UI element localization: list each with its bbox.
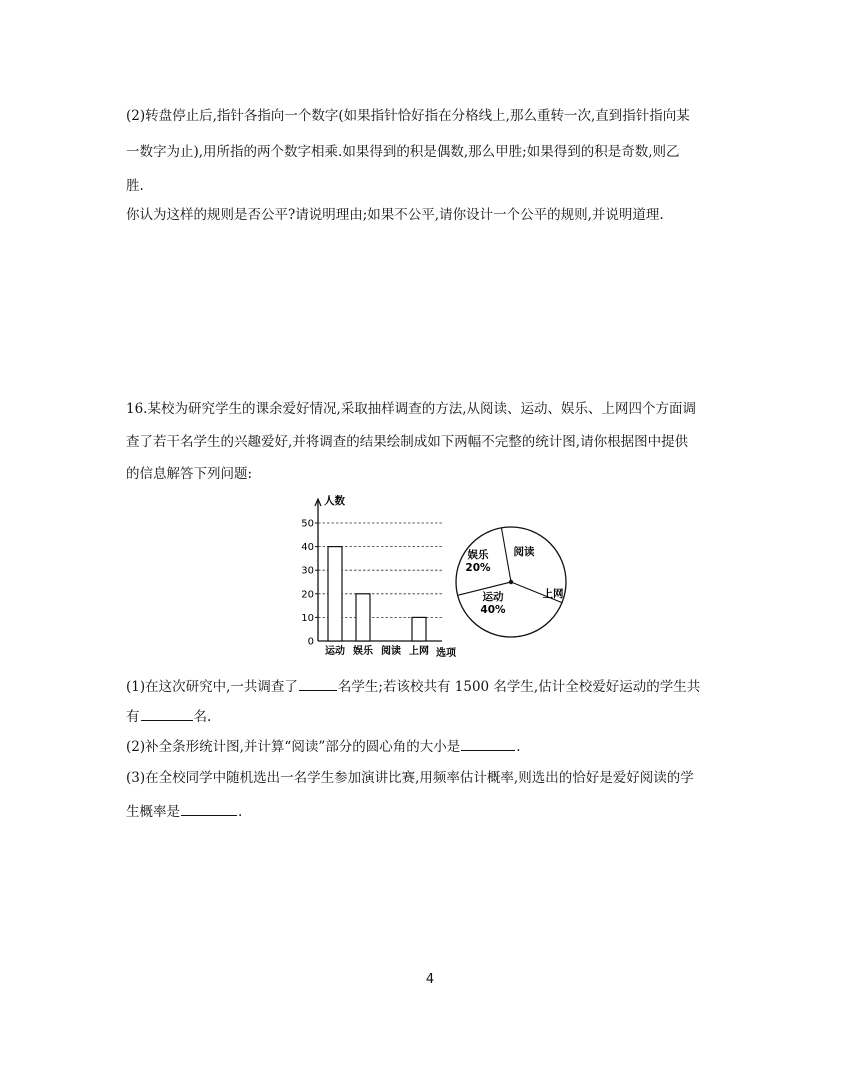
y-tick-label: 20 (301, 589, 314, 601)
x-tick-label: 运动 (325, 646, 345, 657)
q16-part2-text-b: . (516, 739, 521, 755)
q15-text-line-1: (2)转盘停止后,指针各指向一个数字(如果指针恰好指在分格线上,那么重转一次,直到指针指向某 (126, 108, 690, 124)
page-number: 4 (425, 972, 435, 987)
pie-label-阅读: 阅读 (513, 546, 535, 558)
answer-blank-probability[interactable] (181, 801, 237, 816)
q16-text-line-1: 16.某校为研究学生的课余爱好情况,采取抽样调查的方法,从阅读、运动、娱乐、上网四个方面调 (126, 401, 697, 417)
q16-part3-text-b: 生概率是 (126, 804, 180, 820)
q16-part1-text-c: 有 (126, 709, 140, 725)
pie-percent-娱乐: 20% (465, 562, 491, 574)
charts-svg (292, 490, 582, 660)
bar-chart (301, 494, 457, 659)
q16-part2-text-a: (2)补全条形统计图,并计算“阅读”部分的圆心角的大小是 (126, 739, 461, 755)
q16-part1-text-d: 名. (193, 709, 212, 725)
q16-part1-line-2 (126, 706, 746, 727)
q16-part1-line-1 (126, 676, 746, 697)
bar-运动 (328, 547, 342, 641)
pie-percent-运动: 40% (480, 604, 506, 616)
q16-part3-text-c: . (238, 804, 243, 820)
answer-blank-sports[interactable] (141, 706, 193, 721)
q16-part1-text-b: 名学生;若该校共有 1500 名学生,估计全校爱好运动的学生共 (337, 679, 701, 695)
bar-娱乐 (356, 594, 370, 641)
q16-text-line-2: 查了若干名学生的兴趣爱好,并将调查的结果绘制成如下两幅不完整的统计图,请你根据图中提供 (126, 434, 689, 450)
q15-question-line: 你认为这样的规则是否公平?请说明理由;如果不公平,请你设计一个公平的规则,并说明道理. (126, 207, 664, 223)
pie-label-运动: 运动 (482, 591, 504, 603)
x-axis-label: 选项 (436, 648, 456, 659)
y-tick-label: 10 (301, 612, 314, 624)
q16-text-line-3: 的信息解答下列问题: (126, 466, 253, 482)
answer-blank-angle[interactable] (461, 736, 515, 751)
q16-part3-line-1: (3)在全校同学中随机选出一名学生参加演讲比赛,用频率估计概率,则选出的恰好是爱好阅读的学 (126, 770, 694, 786)
y-axis-label: 人数 (324, 495, 345, 507)
y-tick-label: 40 (301, 542, 314, 554)
pie-label-娱乐: 娱乐 (467, 549, 489, 561)
statistics-figure (292, 490, 582, 660)
y-tick-label: 30 (301, 565, 314, 577)
x-tick-label: 上网 (409, 646, 429, 657)
x-tick-label: 娱乐 (353, 646, 373, 657)
x-tick-label: 阅读 (381, 646, 401, 657)
pie-label-上网: 上网 (542, 588, 564, 600)
y-tick-label: 0 (307, 636, 314, 648)
y-tick-label: 50 (301, 518, 314, 530)
q16-part3-line-2 (126, 801, 746, 822)
pie-chart (456, 527, 566, 637)
pie-center-dot (509, 580, 513, 584)
q16-part2-line (126, 736, 746, 757)
answer-blank-total[interactable] (299, 676, 337, 691)
q15-text-line-2: 一数字为止),用所指的两个数字相乘.如果得到的积是偶数,那么甲胜;如果得到的积是奇数,则乙 (126, 144, 680, 160)
bar-上网 (412, 617, 426, 641)
q16-part1-text-a: (1)在这次研究中,一共调查了 (126, 679, 298, 695)
q15-text-line-3: 胜. (126, 178, 144, 194)
